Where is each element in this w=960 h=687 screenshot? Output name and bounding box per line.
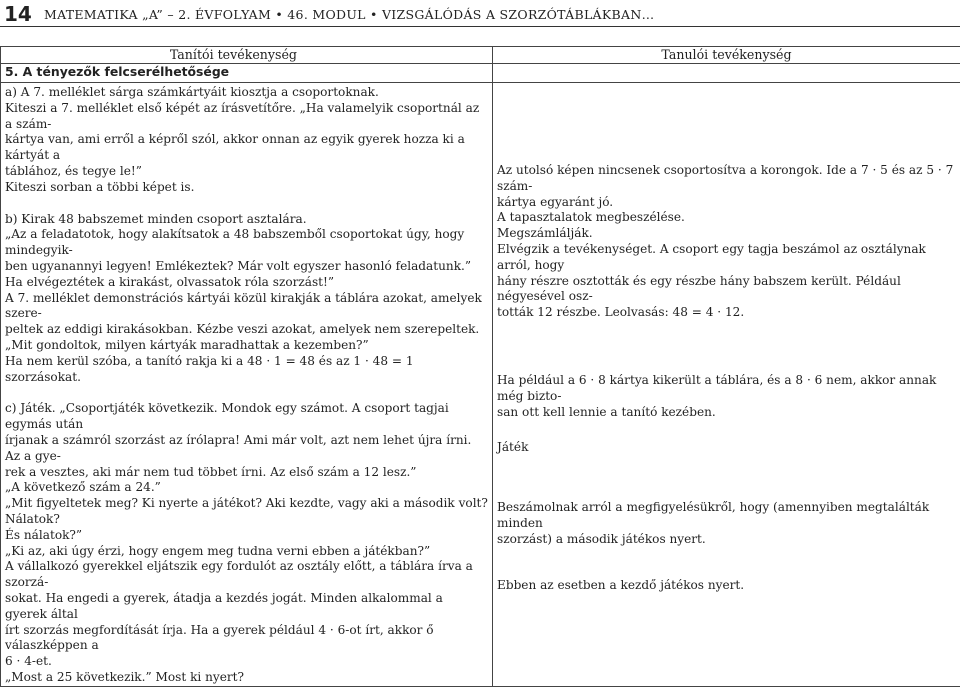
text-line: Ebben az esetben a kezdő játékos nyert. — [497, 578, 956, 594]
text-line: „Az a feladatotok, hogy alakítsatok a 48 babszemből csoportokat úgy, hogy mindegyik- — [5, 227, 488, 259]
text-line: „Most a 25 következik.” Most ki nyert? — [5, 670, 488, 686]
running-header — [0, 0, 960, 27]
text-line: Ha például a 6 · 8 kártya kikerült a táblára, és a 8 · 6 nem, akkor annak még bizto- — [497, 373, 956, 405]
teacher-content — [1, 83, 493, 687]
text-line: „Mit figyeltetek meg? Ki nyerte a játékot? Aki kezdte, vagy aki a második volt? Nálatok? — [5, 496, 488, 528]
text-line: Kiteszi a 7. melléklet első képét az írásvetítőre. „Ha valamelyik csoportnál az a szám- — [5, 101, 488, 133]
text-line: A vállalkozó gyerekkel eljátszik egy fordulót az osztály előtt, a táblára írva a szorzá- — [5, 559, 488, 591]
text-line: Játék — [497, 440, 956, 456]
text-line: „A következő szám a 24.” — [5, 480, 488, 496]
text-line: Beszámolnak arról a megfigyelésükről, hogy (amennyiben megtalálták minden — [497, 500, 956, 532]
text-line: tották 12 részbe. Leolvasás: 48 = 4 · 12. — [497, 305, 956, 321]
page-number: 14 — [0, 2, 44, 26]
text-line: „Mit gondoltok, milyen kártyák maradhattak a kezemben?” — [5, 338, 488, 354]
text-line: Ha nem kerül szóba, a tanító rakja ki a 48 · 1 = 48 és az 1 · 48 = 1 szorzásokat. — [5, 354, 488, 386]
section-title: 5. A tényezők felcserélhetősége — [5, 64, 229, 79]
text-line: peltek az eddigi kirakásokban. Kézbe veszi azokat, amelyek nem szerepeltek. — [5, 322, 488, 338]
paragraph-c — [5, 401, 488, 685]
text-line: ben ugyanannyi legyen! Emlékeztek? Már volt egyszer hasonló feladatunk.” — [5, 259, 488, 275]
teacher-column-header: Tanítói tevékenység — [1, 47, 493, 64]
text-line: írt szorzás megfordítását írja. Ha a gyerek például 4 · 6-ot írt, akkor ő válaszképpen a — [5, 623, 488, 655]
section-title-cell — [1, 64, 493, 83]
text-line: kártya van, ami erről a képről szól, akkor onnan az egyik gyerek hozza ki a kártyát a — [5, 132, 488, 164]
section-empty-cell — [493, 64, 960, 83]
student-block-3 — [497, 440, 956, 456]
student-block-4 — [497, 500, 956, 547]
text-line: Ha elvégeztétek a kirakást, olvassatok róla szorzást!” — [5, 275, 488, 291]
text-line: rek a vesztes, aki már nem tud többet írni. Az első szám a 12 lesz.” — [5, 465, 488, 481]
text-line: san ott kell lennie a tanító kezében. — [497, 405, 956, 421]
text-line: Kiteszi sorban a többi képet is. — [5, 180, 488, 196]
text-line: a) A 7. melléklet sárga számkártyáit kiosztja a csoportoknak. — [5, 85, 488, 101]
text-line: szorzást) a második játékos nyert. — [497, 532, 956, 548]
text-line: írjanak a számról szorzást az írólapra! Ami már volt, azt nem lehet újra írni. Az a gye- — [5, 433, 488, 465]
text-line: sokat. Ha engedi a gyerek, átadja a kezdés jogát. Minden alkalommal a gyerek által — [5, 591, 488, 623]
text-line: Elvégzik a tevékenységet. A csoport egy tagja beszámol az osztálynak arról, hogy — [497, 242, 956, 274]
student-content — [493, 83, 960, 687]
text-line: A tapasztalatok megbeszélése. — [497, 210, 956, 226]
running-title: MATEMATIKA „A” – 2. ÉVFOLYAM • 46. MODUL • VIZSGÁLÓDÁS A SZORZÓTÁBLÁKBAN… — [44, 4, 654, 26]
student-block-5 — [497, 578, 956, 594]
section-row — [1, 64, 960, 83]
text-line: b) Kirak 48 babszemet minden csoport asztalára. — [5, 212, 488, 228]
student-block-2 — [497, 373, 956, 420]
text-line: c) Játék. „Csoportjáték következik. Mondok egy számot. A csoport tagjai egymás után — [5, 401, 488, 433]
text-line: hány részre osztották és egy részbe hány babszem került. Például négyesével osz- — [497, 274, 956, 306]
text-line: kártya egyaránt jó. — [497, 195, 956, 211]
text-line: táblához, és tegye le!” — [5, 164, 488, 180]
activity-table — [0, 46, 960, 687]
paragraph-b — [5, 212, 488, 386]
text-line: Az utolsó képen nincsenek csoportosítva a korongok. Ide a 7 · 5 és az 5 · 7 szám- — [497, 163, 956, 195]
student-block-1 — [497, 163, 956, 321]
paragraph-a — [5, 85, 488, 196]
text-line: A 7. melléklet demonstrációs kártyái közül kirakják a táblára azokat, amelyek szere- — [5, 291, 488, 323]
text-line: „Ki az, aki úgy érzi, hogy engem meg tudna verni ebben a játékban?” — [5, 544, 488, 560]
text-line: Megszámlálják. — [497, 226, 956, 242]
column-header-row — [1, 47, 960, 64]
text-line: És nálatok?” — [5, 528, 488, 544]
content-row — [1, 83, 960, 687]
student-column-header: Tanulói tevékenység — [493, 47, 960, 64]
text-line: 6 · 4-et. — [5, 654, 488, 670]
